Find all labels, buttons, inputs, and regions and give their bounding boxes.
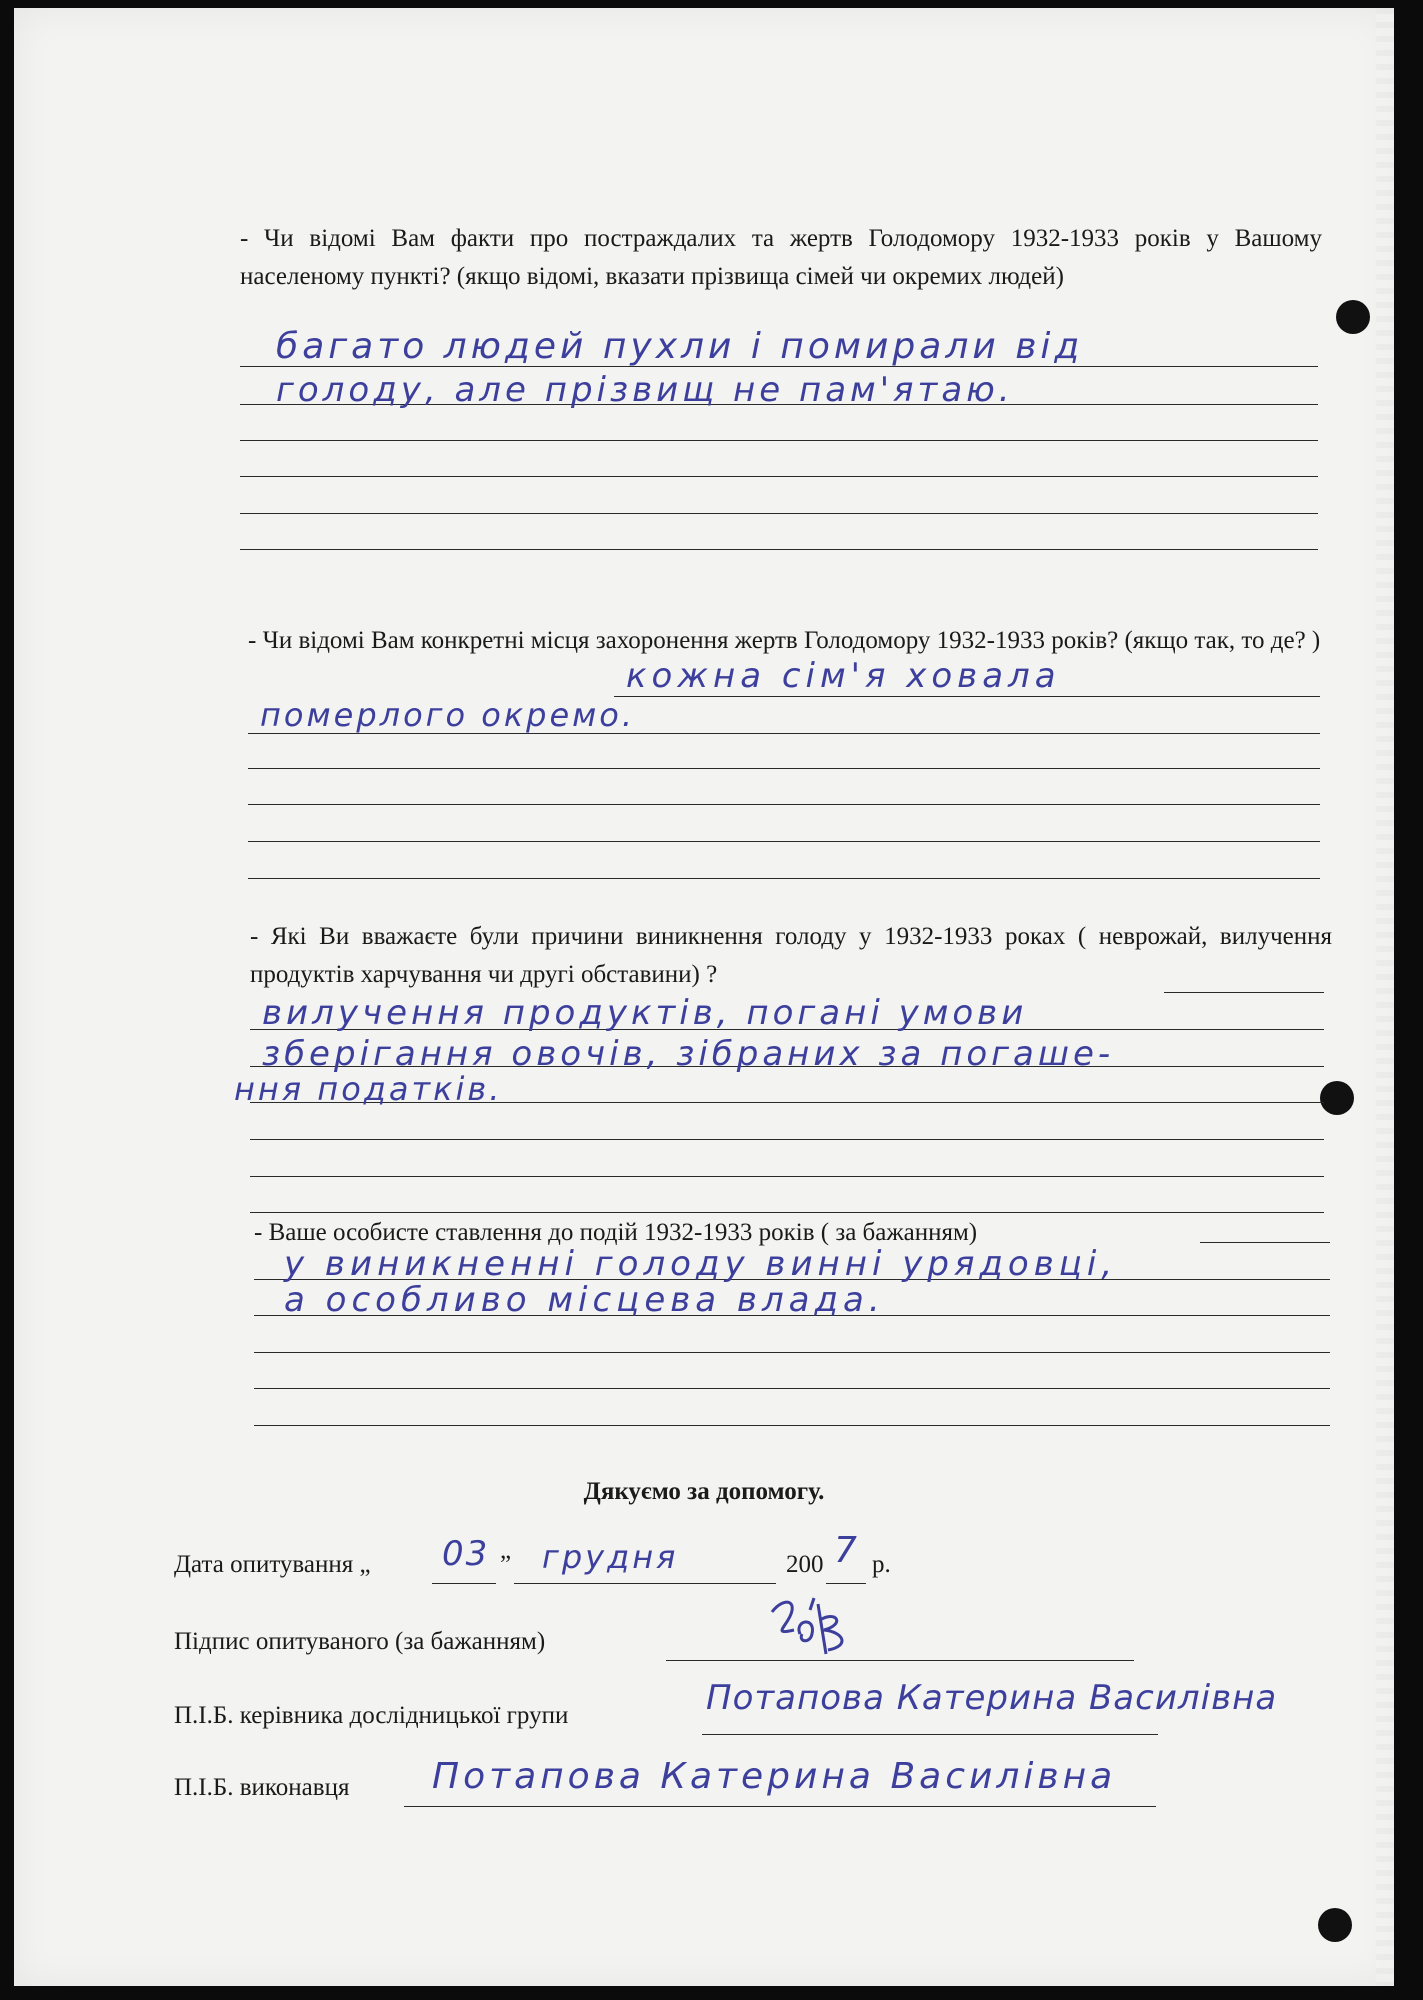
date-month: грудня [542, 1538, 679, 1576]
handwritten-answer: померлого окремо. [260, 696, 636, 734]
answer-line [614, 696, 1320, 697]
punch-hole [1318, 1908, 1352, 1942]
date-quote: ” [500, 1551, 512, 1578]
answer-line [250, 1139, 1324, 1140]
question-text: - Чи відомі Вам факти про постраждалих та жертв Голодомору 1932-1933 років у Вашому населеному пункті? (якщо відомі, вказати прізвища сімей чи окремих людей) [240, 225, 1322, 290]
leader-line [702, 1734, 1158, 1735]
date-year-prefix: 200 [786, 1551, 824, 1578]
signature-line [666, 1660, 1134, 1661]
answer-line [248, 768, 1320, 769]
date-year-digit: 7 [834, 1530, 860, 1571]
date-day: 03 [442, 1534, 490, 1574]
question-2 [248, 622, 1328, 660]
signature-label: Підпис опитуваного (за бажанням) [174, 1628, 546, 1655]
executor-line [404, 1806, 1156, 1807]
answer-line [254, 1352, 1330, 1353]
month-line [514, 1583, 776, 1584]
answer-line [254, 1425, 1330, 1426]
answer-line [248, 878, 1320, 879]
executor-label: П.І.Б. виконавця [174, 1774, 350, 1801]
answer-line [254, 1388, 1330, 1389]
answer-line [240, 476, 1318, 477]
punch-hole [1320, 1081, 1354, 1115]
answer-line [240, 513, 1318, 514]
executor-name: Потапова Катерина Василівна [432, 1756, 1117, 1797]
answer-line [240, 549, 1318, 550]
day-line [432, 1583, 496, 1584]
date-suffix: р. [872, 1551, 891, 1578]
handwritten-answer: зберігання овочів, зібраних за погаше- [262, 1034, 1115, 1074]
answer-line [240, 440, 1318, 441]
date-label: Дата опитування „ [174, 1551, 371, 1578]
question-3 [250, 918, 1332, 994]
answer-line [248, 804, 1320, 805]
questionnaire-sheet [14, 8, 1394, 1986]
handwritten-answer: ння податків. [234, 1070, 503, 1108]
handwritten-answer: у виникненні голоду винні урядовці, [284, 1244, 1118, 1284]
answer-line [250, 1176, 1324, 1177]
answer-line [1200, 1242, 1330, 1243]
leader-name: Потапова Катерина Василівна [706, 1678, 1278, 1718]
perforated-edge [1376, 8, 1394, 1986]
leader-label: П.І.Б. керівника дослідницької групи [174, 1702, 569, 1729]
handwritten-answer: а особливо місцева влада. [284, 1280, 885, 1320]
year-line [826, 1583, 866, 1584]
question-text: - Чи відомі Вам конкретні місця захоронення жертв Голодомору 1932-1933 років? (якщо так, то де? ) [248, 627, 1321, 654]
signature-mark [754, 1590, 864, 1668]
answer-line [250, 1212, 1324, 1213]
handwritten-answer: багато людей пухли і помирали від [276, 326, 1084, 367]
punch-hole [1336, 300, 1370, 334]
question-text: - Які Ви вважаєте були причини виникнення голоду у 1932-1933 роках ( неврожай, вилучення продуктів харчування чи другі обставини) ? [250, 923, 1332, 988]
question-1 [240, 220, 1322, 296]
answer-line [1164, 992, 1324, 993]
handwritten-answer: вилучення продуктів, погані умови [262, 993, 1028, 1033]
answer-line [248, 841, 1320, 842]
question-text: - Ваше особисте ставлення до подій 1932-1933 років ( за бажанням) [254, 1219, 978, 1246]
thanks-heading: Дякуємо за допомогу. [583, 1478, 825, 1505]
handwritten-answer: голоду, але прізвищ не пам'ятаю. [276, 370, 1014, 410]
handwritten-answer: кожна сім'я ховала [626, 656, 1061, 696]
